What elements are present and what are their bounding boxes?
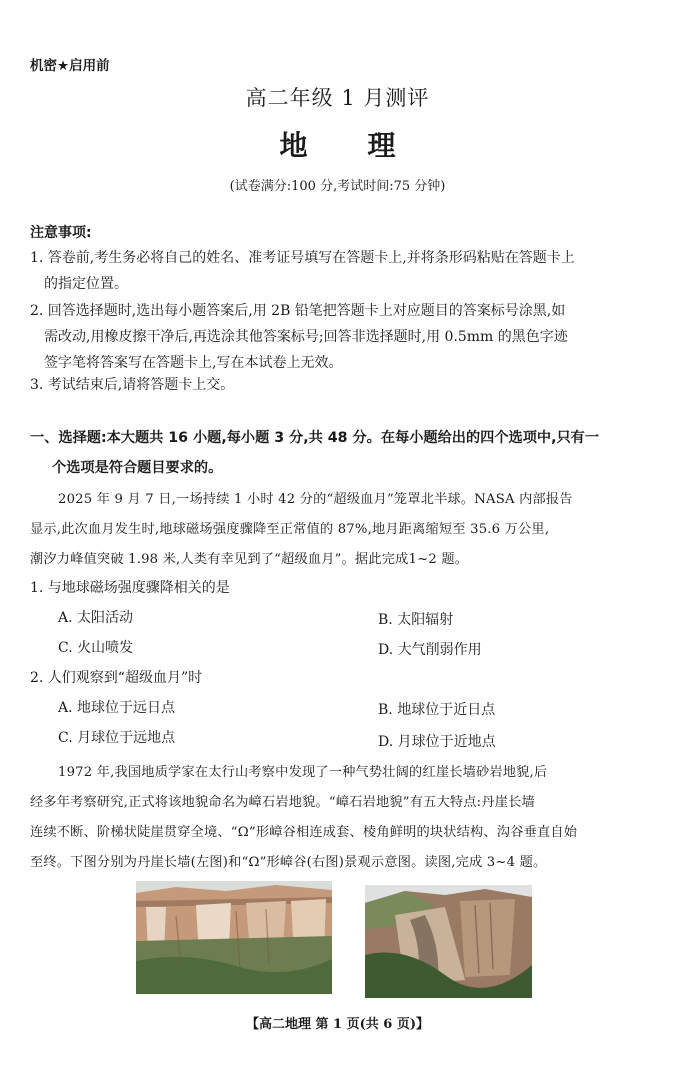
cliff-wall-photo [136,881,332,994]
notice-line: 3. 考试结束后,请将答题卡上交。 [30,377,235,393]
notice-line: 2. 回答选择题时,选出每小题答案后,用 2B 铅笔把答题卡上对应题目的答案标号涂黑,如 [30,303,566,319]
notice-line: 1. 答卷前,考生务必将自己的姓名、准考证号填写在答题卡上,并将条形码粘贴在答题卡上 [30,250,575,266]
passage2-line: 连续不断、阶梯状陡崖贯穿全境、“Ω”形嶂谷相连成套、棱角鲜明的块状结构、沟谷垂直自始 [30,825,578,840]
subject-char-1: 地 [279,129,308,162]
option-d: D. 大气削弱作用 [378,642,482,658]
option-b: B. 地球位于近日点 [378,702,496,718]
option-a: A. 地球位于远日点 [58,700,176,716]
passage2-line: 1972 年,我国地质学家在太行山考察中发现了一种气势壮阔的红崖长墙砂岩地貌,后 [58,765,548,780]
exam-meta: (试卷满分:100 分,考试时间:75 分钟) [229,179,446,194]
omega-gorge-photo [365,885,532,998]
notice-heading: 注意事项: [30,225,92,241]
notice-line: 签字笔将答案写在答题卡上,写在本试卷上无效。 [44,355,343,371]
notice-line: 需改动,用橡皮擦干净后,再选涂其他答案标号;回答非选择题时,用 0.5mm 的黑色字迹 [44,329,568,345]
option-c: C. 月球位于远地点 [58,730,176,746]
passage2-line: 至终。下图分别为丹崖长墙(左图)和“Ω”形嶂谷(右图)景观示意图。读图,完成 3~4 题。 [30,855,547,870]
option-a: A. 太阳活动 [58,610,134,626]
exam-title: 高二年级 1 月测评 [245,86,430,110]
notice-line: 的指定位置。 [44,276,128,292]
passage2-line: 经多年考察研究,正式将该地貌命名为嶂石岩地貌。“嶂石岩地貌”有五大特点:丹崖长墙 [30,795,535,810]
passage1-line: 潮汐力峰值突破 1.98 米,人类有幸见到了“超级血月”。据此完成1~2 题。 [30,552,469,567]
section-heading-cont: 个选项是符合题目要求的。 [52,460,223,476]
passage1-line: 2025 年 9 月 7 日,一场持续 1 小时 42 分的“超级血月”笼罩北半球。NASA 内部报告 [58,492,573,507]
passage1-line: 显示,此次血月发生时,地球磁场强度骤降至正常值的 87%,地月距离缩短至 35.6 万公里, [30,522,550,537]
subject-char-2: 理 [367,129,396,162]
question-stem: 1. 与地球磁场强度骤降相关的是 [30,580,230,596]
option-b: B. 太阳辐射 [378,612,454,628]
subject-title [0,124,675,164]
option-d: D. 月球位于近地点 [378,734,496,750]
confidential-label: 机密★启用前 [30,58,110,74]
question-stem: 2. 人们观察到“超级血月”时 [30,670,203,686]
page-footer: 【高二地理 第 1 页(共 6 页)】 [245,1017,430,1032]
section-heading: 一、选择题:本大题共 16 小题,每小题 3 分,共 48 分。在每小题给出的四个选项中,只有一 [30,430,600,446]
option-c: C. 火山喷发 [58,640,134,656]
